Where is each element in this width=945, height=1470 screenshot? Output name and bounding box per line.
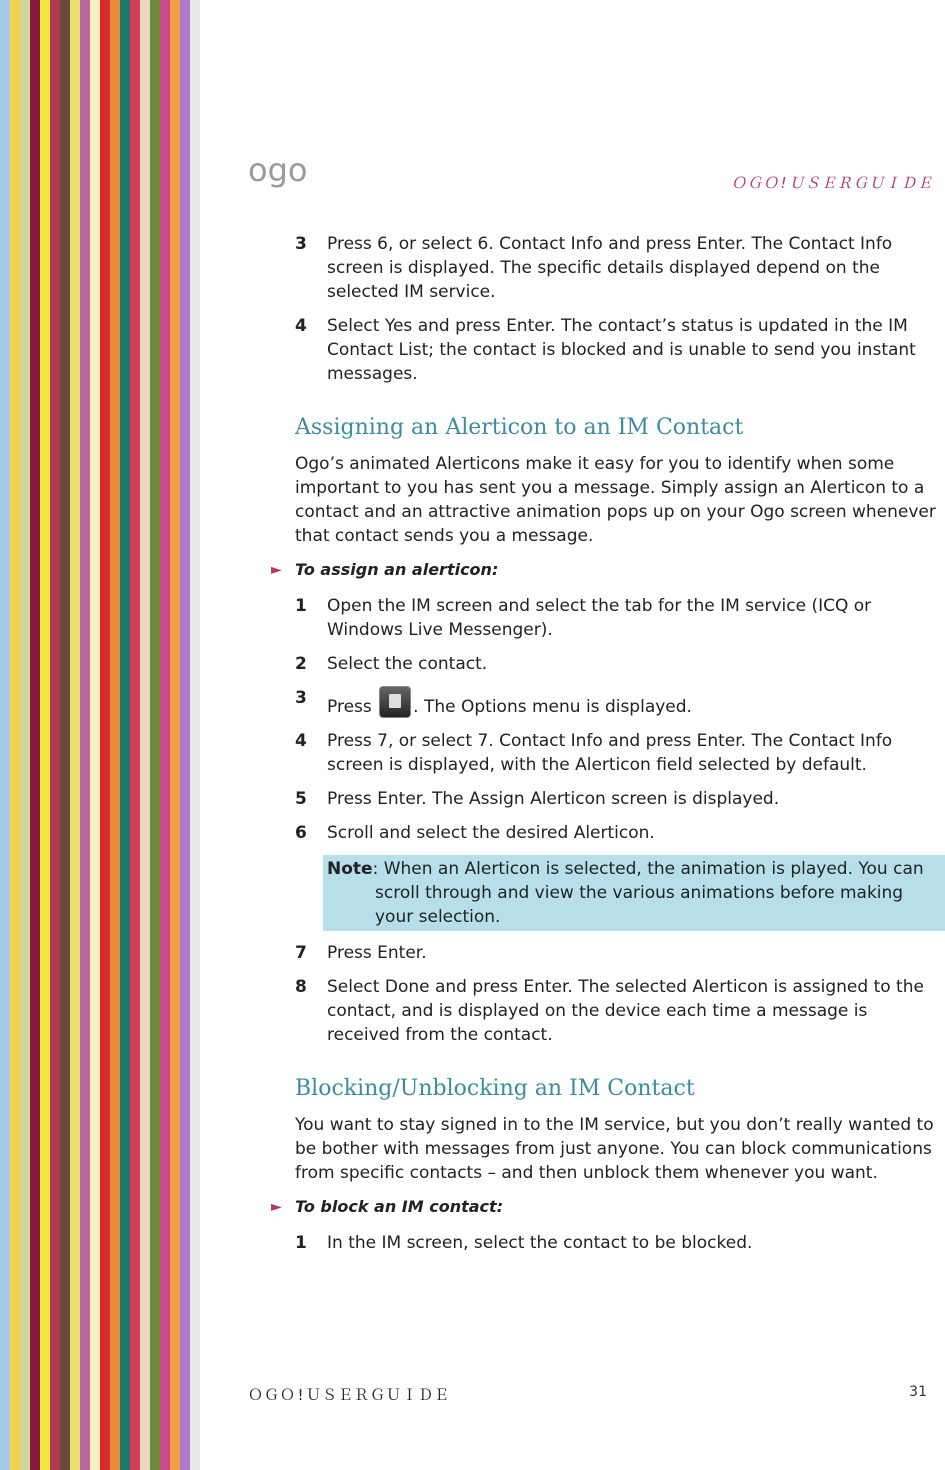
steps-continued [295, 232, 945, 386]
color-stripes-decoration [0, 0, 200, 1470]
step-item: 3 Press 6, or select 6. Contact Info and press Enter. The Contact Info screen is displayed. The specific details displayed depend on the selected IM service. [295, 234, 893, 302]
section-heading-alerticon: Assigning an Alerticon to an IM Contact [295, 415, 744, 440]
note-box: Note: When an Alerticon is selected, the animation is played. You can scroll through and view the various animations before making your selection. [323, 855, 945, 931]
stripe [60, 0, 70, 1470]
section-heading-blocking: Blocking/Unblocking an IM Contact [295, 1076, 695, 1101]
step-item: 2 Select the contact. [295, 654, 488, 674]
stripe [130, 0, 140, 1470]
stripe [140, 0, 150, 1470]
procedure-heading: ► To block an IM contact: [271, 1195, 945, 1219]
stripe [50, 0, 60, 1470]
procedure-heading: ► To assign an alerticon: [271, 558, 945, 582]
step-item: 8 Select Done and press Enter. The selected Alerticon is assigned to the contact, and is displayed on the device each time a message is received from the contact. [295, 977, 924, 1045]
stripe [40, 0, 50, 1470]
stripe [30, 0, 40, 1470]
page-number: 31 [909, 1384, 927, 1400]
stripe [90, 0, 100, 1470]
step-item: 1 Open the IM screen and select the tab for the IM service (ICQ or Windows Live Messenger). [295, 596, 872, 640]
stripe [10, 0, 20, 1470]
section-intro: Ogo’s animated Alerticons make it easy for you to identify when some important to you has sent you a message. Simply assign an Alerticon to a contact and an attractive animation pops up on your Ogo screen whenever that contact sends you a message. [295, 454, 936, 546]
step-item: 7 Press Enter. [295, 943, 427, 963]
stripe [70, 0, 80, 1470]
stripe [100, 0, 110, 1470]
stripe [120, 0, 130, 1470]
stripe [150, 0, 160, 1470]
stripe [160, 0, 170, 1470]
step-item: 6 Scroll and select the desired Alerticon. [295, 823, 655, 843]
page-content [271, 232, 945, 1265]
step-item: 4 Select Yes and press Enter. The contact’s status is updated in the IM Contact List; the contact is blocked and is unable to send you instant messages. [295, 316, 916, 384]
header-title: ＯＧＯ!ＵＳＥＲＧＵＩＤＥ [730, 174, 933, 192]
stripe [180, 0, 190, 1470]
step-item: 1 In the IM screen, select the contact to be blocked. [295, 1233, 753, 1253]
step-item: 5 Press Enter. The Assign Alerticon screen is displayed. [295, 789, 780, 809]
stripe [190, 0, 200, 1470]
stripe [0, 0, 10, 1470]
stripe [110, 0, 120, 1470]
step-item: 4 Press 7, or select 7. Contact Info and press Enter. The Contact Info screen is displayed, with the Alerticon field selected by default. [295, 731, 893, 775]
stripe [20, 0, 30, 1470]
stripe [80, 0, 90, 1470]
options-menu-icon [379, 686, 411, 718]
footer-title: ＯＧＯ!ＵＳＥＲＧＵＩＤＥ [248, 1386, 451, 1404]
section-intro: You want to stay signed in to the IM service, but you don’t really wanted to be bother with messages from just anyone. You can block communications from specific contacts – and then unblock them whenever you want. [295, 1115, 934, 1183]
arrow-right-icon: ► [271, 1199, 282, 1215]
stripe [170, 0, 180, 1470]
arrow-right-icon: ► [271, 562, 282, 578]
step-item: 3 Press . The Options menu is displayed. [295, 688, 692, 717]
svg-text:ogo: ogo [248, 153, 308, 189]
ogo-logo [248, 153, 332, 189]
